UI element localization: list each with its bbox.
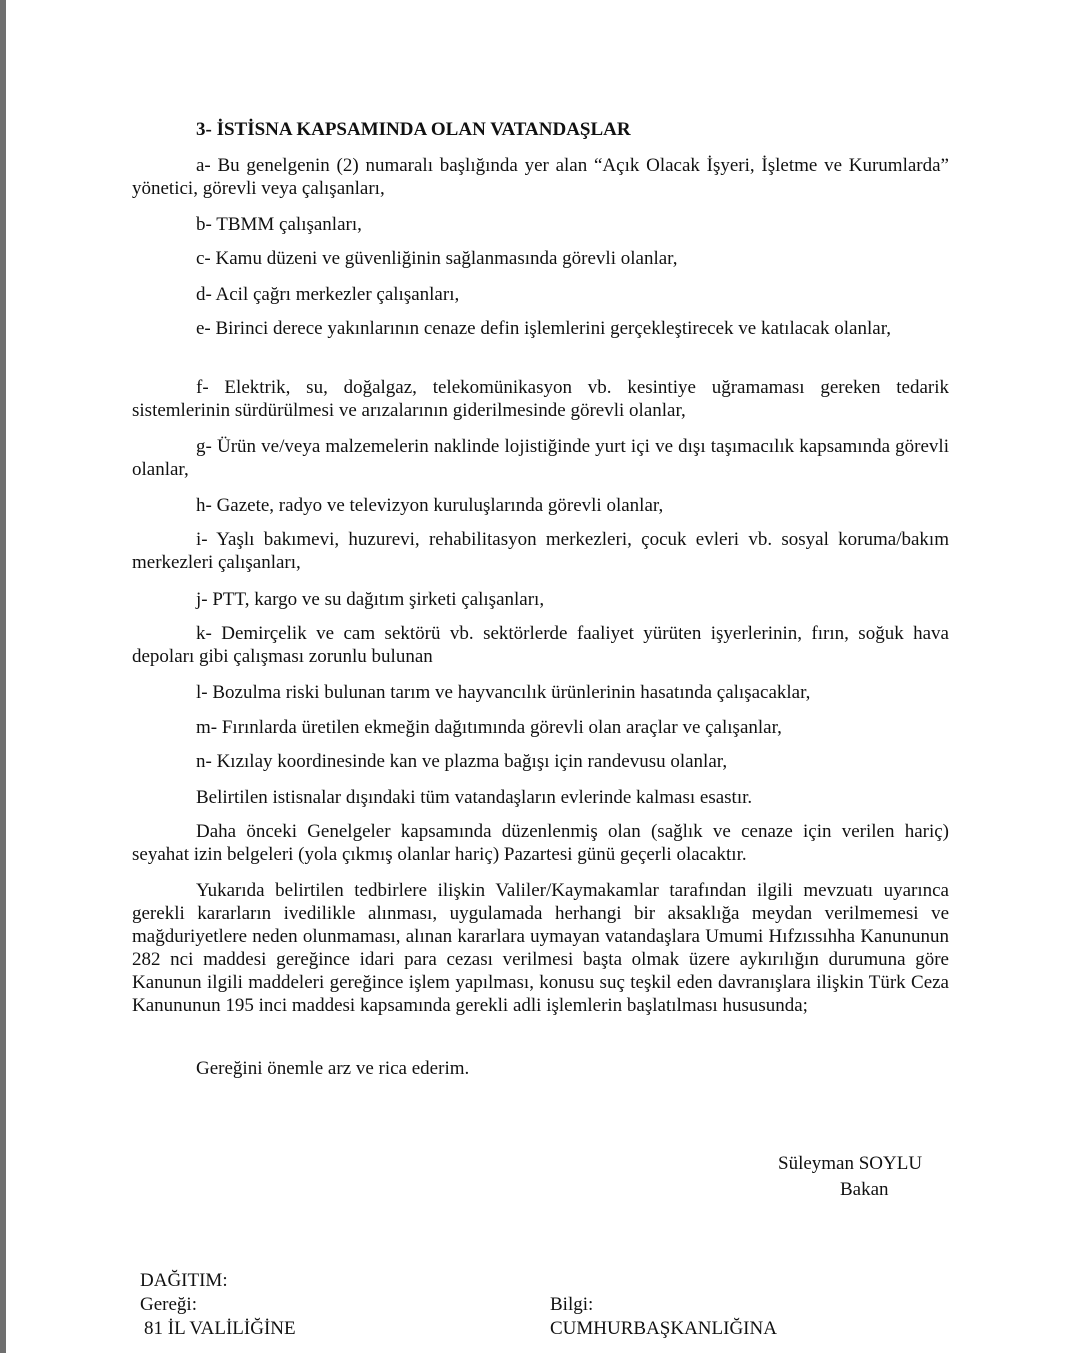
paragraph-g: g- Ürün ve/veya malzemelerin naklinde lojistiğinde yurt içi ve dışı taşımacılık kapsamında görevli olanlar, [132, 436, 949, 480]
paragraph-i: i- Yaşlı bakımevi, huzurevi, rehabilitasyon merkezleri, çocuk evleri vb. sosyal koruma/bakım merkezleri çalışanları, [132, 529, 949, 573]
distribution-gereği-label: Gereği: [140, 1294, 197, 1315]
paragraph-k: k- Demirçelik ve cam sektörü vb. sektörlerde faaliyet yürüten işyerlerinin, fırın, soğuk hava depoları gibi çalışması zorunlu bulunan [132, 623, 949, 667]
paragraph-f: f- Elektrik, su, doğalgaz, telekomünikasyon vb. kesintiye uğramaması gereken tedarik sistemlerinin sürdürülmesi ve arızalarının giderilmesinde görevli olanlar, [132, 377, 949, 421]
paragraph-d: d- Acil çağrı merkezler çalışanları, [196, 284, 460, 305]
page-left-edge [0, 0, 6, 1353]
paragraph-a: a- Bu genelgenin (2) numaralı başlığında yer alan “Açık Olacak İşyeri, İşletme ve Kurumlarda” yönetici, görevli veya çalışanları, [132, 155, 949, 199]
distribution-header: DAĞITIM: [140, 1270, 228, 1291]
distribution-bilgi-value: CUMHURBAŞKANLIĞINA [550, 1318, 777, 1339]
paragraph-exceptions-note: Belirtilen istisnalar dışındaki tüm vatandaşların evlerinde kalması esastır. [196, 787, 753, 808]
paragraph-e: e- Birinci derece yakınlarının cenaze defin işlemlerini gerçekleştirecek ve katılacak olanlar, [196, 318, 892, 339]
paragraph-l: l- Bozulma riski bulunan tarım ve hayvancılık ürünlerinin hasatında çalışacaklar, [196, 682, 811, 703]
distribution-gereği-value: 81 İL VALİLİĞİNE [144, 1318, 296, 1339]
section-heading: 3- İSTİSNA KAPSAMINDA OLAN VATANDAŞLAR [196, 119, 631, 140]
paragraph-h: h- Gazete, radyo ve televizyon kuruluşlarında görevli olanlar, [196, 495, 664, 516]
paragraph-b: b- TBMM çalışanları, [196, 214, 362, 235]
paragraph-c: c- Kamu düzeni ve güvenliğinin sağlanmasında görevli olanlar, [196, 248, 678, 269]
signature-block [778, 1151, 922, 1203]
paragraph-travel-permits: Daha önceki Genelgeler kapsamında düzenlenmiş olan (sağlık ve cenaze için verilen hariç) seyahat izin belgeleri (yola çıkmış olanlar hariç) Pazartesi günü geçerli olacaktır. [132, 821, 949, 865]
paragraph-n: n- Kızılay koordinesinde kan ve plazma bağışı için randevusu olanlar, [196, 751, 728, 772]
paragraph-m: m- Fırınlarda üretilen ekmeğin dağıtımında görevli olan araçlar ve çalışanlar, [196, 717, 782, 738]
paragraph-closing: Gereğini önemle arz ve rica ederim. [196, 1058, 470, 1079]
paragraph-j: j- PTT, kargo ve su dağıtım şirketi çalışanları, [196, 589, 545, 610]
paragraph-measures: Yukarıda belirtilen tedbirlere ilişkin Valiler/Kaymakamlar tarafından ilgili mevzuatı uyarınca gerekli kararların ivedilikle alınması, uygulamada herhangi bir aksaklığa meydan verilmemesi ve mağduriyetlere neden olunmaması, alınan kararlara uymayan vatandaşlara Umumi Hıfzıssıhha Kanununun 282 nci maddesi gereğince idari para cezası verilmesi başta olmak üzere aykırılığın durumuna göre Kanunun ilgili maddeleri gereğince işlem yapılması, konusu suç teşkil eden davranışlara ilişkin Türk Ceza Kanununun 195 inci maddesi kapsamında gerekli adli işlemlerin başlatılması hususunda; [132, 880, 949, 1016]
signatory-title: Bakan [840, 1179, 889, 1200]
distribution-bilgi-label: Bilgi: [550, 1294, 594, 1315]
signatory-name: Süleyman SOYLU [778, 1153, 923, 1174]
